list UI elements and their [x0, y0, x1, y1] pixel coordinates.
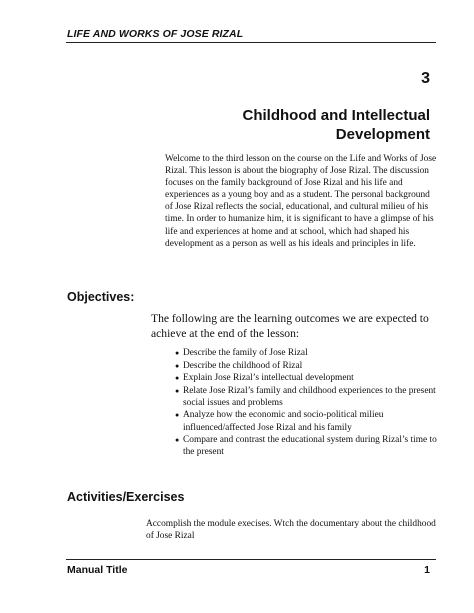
bullet-icon: ●: [175, 411, 180, 420]
footer-manual-title: Manual Title: [67, 564, 128, 576]
running-header-title: LIFE AND WORKS OF JOSE RIZAL: [67, 28, 244, 40]
bullet-icon: ●: [175, 349, 180, 357]
chapter-number: 3: [421, 70, 430, 87]
chapter-title: [170, 106, 430, 144]
objectives-list: [175, 347, 440, 459]
intro-paragraph: Welcome to the third lesson on the course on the Life and Works of Jose Rizal. This lesson is about the biography of Jose Rizal. The discussion focuses on the family background of Jose Rizal and his life and experiences as a young boy and as a student. The personal background of Jose Rizal reflects the social, educational, and cultural milieu of his time. In order to humanize him, it is significant to have a glimpse of his life and experiences at home and at school, which had shaped his development as a person as well as his ideals and principles in life.: [165, 154, 437, 249]
objective-item: [175, 409, 440, 433]
chapter-title-line-1: Childhood and Intellectual: [242, 107, 430, 124]
objective-item: [175, 385, 440, 409]
objective-text: Compare and contrast the educational system during Rizal’s time to the present: [183, 435, 437, 458]
bullet-icon: ●: [175, 386, 180, 395]
objective-text: Relate Jose Rizal’s family and childhood experiences to the present social issues and problems: [183, 385, 436, 408]
objective-text: Describe the childhood of Rizal: [183, 360, 303, 371]
bullet-icon: ●: [175, 374, 180, 383]
footer-divider: [66, 559, 436, 560]
objective-item: [175, 360, 440, 372]
header-divider: [66, 42, 436, 43]
objectives-lead-paragraph: The following are the learning outcomes we are expected to achieve at the end of the lesson:: [151, 312, 429, 340]
objectives-heading: Objectives:: [67, 290, 135, 304]
objective-item: [175, 347, 440, 359]
bullet-icon: ●: [175, 436, 180, 445]
objective-text: Explain Jose Rizal’s intellectual development: [183, 373, 354, 384]
objective-item: [175, 372, 440, 384]
footer-page-number: 1: [424, 564, 430, 576]
activities-paragraph: Accomplish the module execises. Wtch the documentary about the childhood of Jose Rizal: [146, 519, 436, 542]
bullet-icon: ●: [175, 361, 180, 370]
chapter-title-line-2: Development: [335, 126, 430, 143]
objective-text: Describe the family of Jose Rizal: [183, 348, 308, 358]
objective-item: [175, 434, 440, 458]
activities-heading: Activities/Exercises: [67, 490, 185, 504]
objective-text: Analyze how the economic and socio-political milieu influenced/affected Jose Rizal and his family: [183, 410, 384, 433]
